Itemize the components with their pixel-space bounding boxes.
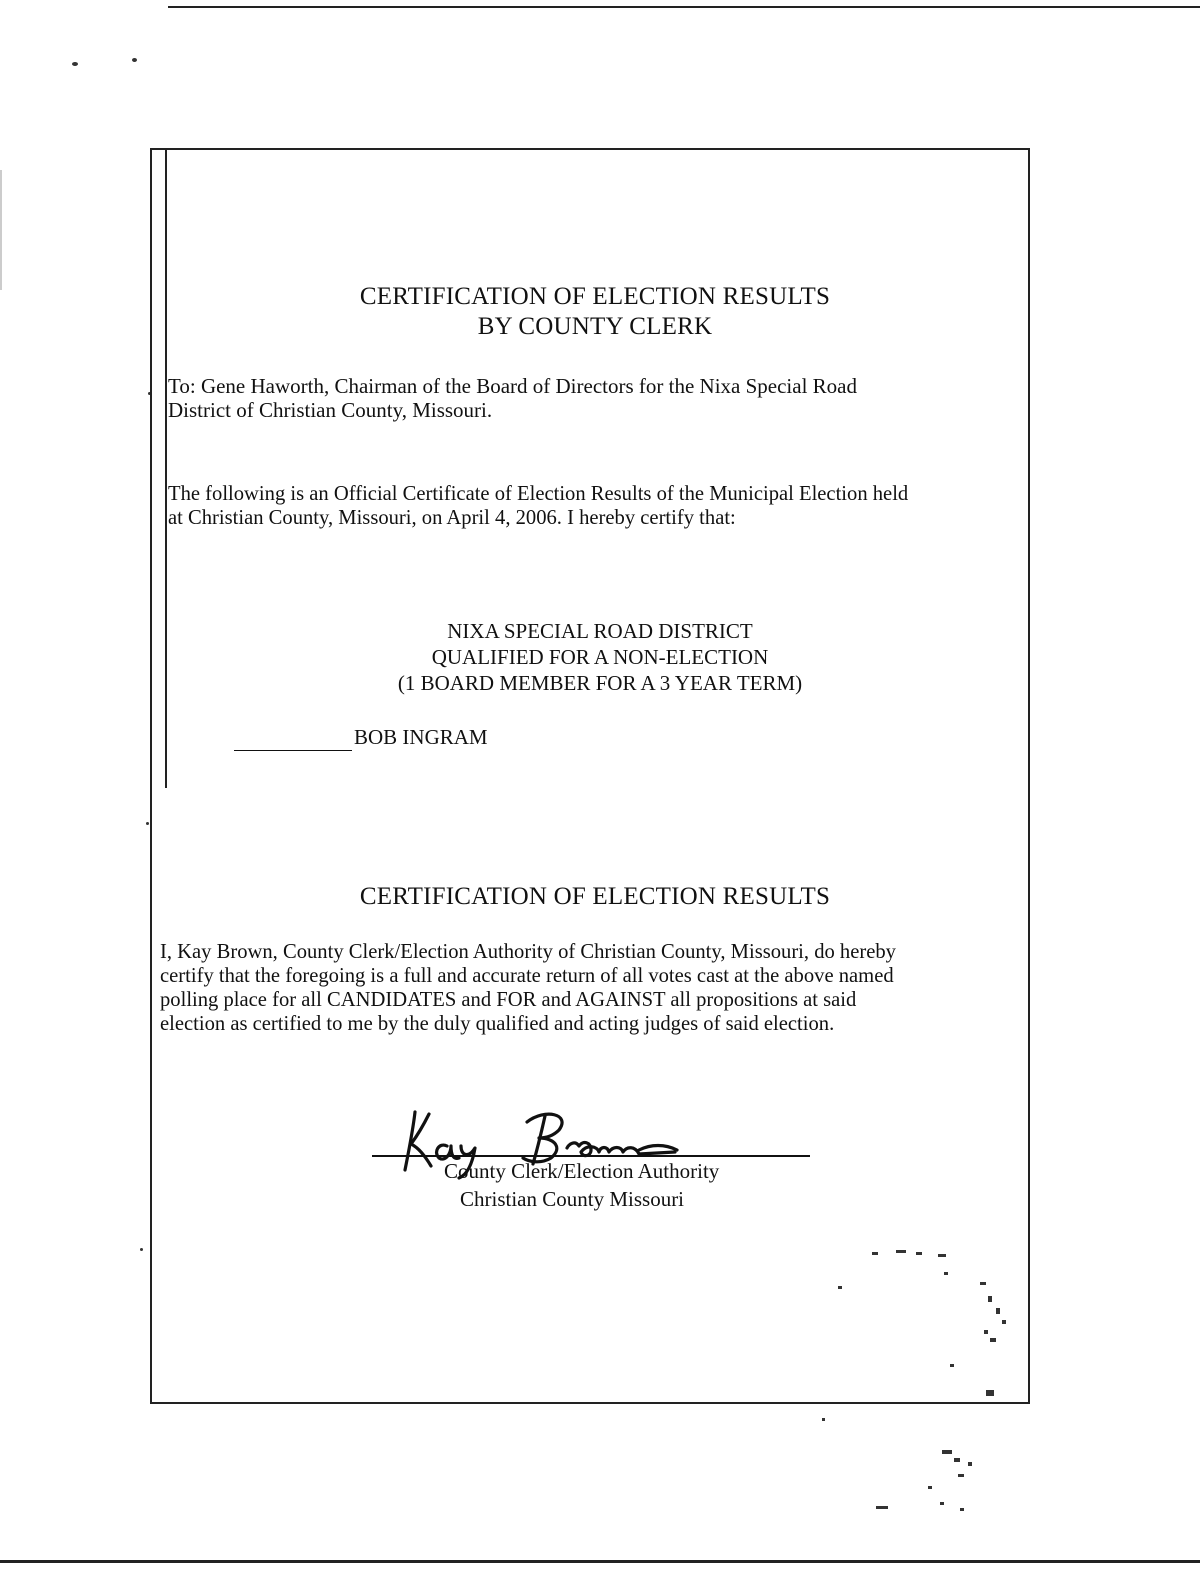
- document-heading-line2: BY COUNTY CLERK: [477, 313, 713, 340]
- scan-edge-left: [0, 170, 2, 290]
- certification-heading: CERTIFICATION OF ELECTION RESULTS: [359, 883, 831, 910]
- certification-line2: certify that the foregoing is a full and accurate return of all votes cast at the above named: [160, 965, 894, 987]
- document-heading-line1: CERTIFICATION OF ELECTION RESULTS: [359, 283, 831, 310]
- scan-speck: [140, 1248, 143, 1251]
- race-block: [250, 618, 950, 696]
- candidate-blank-line: [234, 724, 352, 751]
- scan-speck: [146, 822, 149, 825]
- intro-line1: The following is an Official Certificate of Election Results of the Municipal Election held: [168, 483, 909, 505]
- document-heading: [160, 282, 1030, 342]
- race-line1: NIXA SPECIAL ROAD DISTRICT: [447, 619, 753, 643]
- scan-speck: [132, 58, 137, 62]
- certification-line4: election as certified to me by the duly qualified and acting judges of said election.: [160, 1013, 835, 1035]
- addressee-line2: District of Christian County, Missouri.: [168, 398, 493, 422]
- embossed-seal: [820, 1238, 1020, 1528]
- scan-edge-top: [168, 6, 1200, 8]
- intro-line2: at Christian County, Missouri, on April 4, 2006. I hereby certify that:: [168, 507, 736, 529]
- signer-location: Christian County Missouri: [460, 1187, 685, 1211]
- certification-line1: I, Kay Brown, County Clerk/Election Authority of Christian County, Missouri, do hereby: [160, 941, 896, 963]
- addressee-line1: To: Gene Haworth, Chairman of the Board of Directors for the Nixa Special Road: [168, 374, 857, 398]
- signer-title: County Clerk/Election Authority: [444, 1159, 720, 1183]
- certificate-frame-inner-edge: [165, 148, 167, 788]
- candidate-row: [234, 724, 488, 751]
- race-line3: (1 BOARD MEMBER FOR A 3 YEAR TERM): [397, 671, 803, 695]
- intro-paragraph: [168, 482, 1026, 530]
- candidate-name: BOB INGRAM: [354, 725, 488, 749]
- certification-paragraph: [160, 940, 1026, 1036]
- scan-edge-bottom: [0, 1560, 1200, 1563]
- certification-line3: polling place for all CANDIDATES and FOR and AGAINST all propositions at said: [160, 989, 857, 1011]
- scan-speck: [72, 62, 78, 66]
- race-line2: QUALIFIED FOR A NON-ELECTION: [431, 645, 769, 669]
- addressee-block: [168, 374, 1028, 422]
